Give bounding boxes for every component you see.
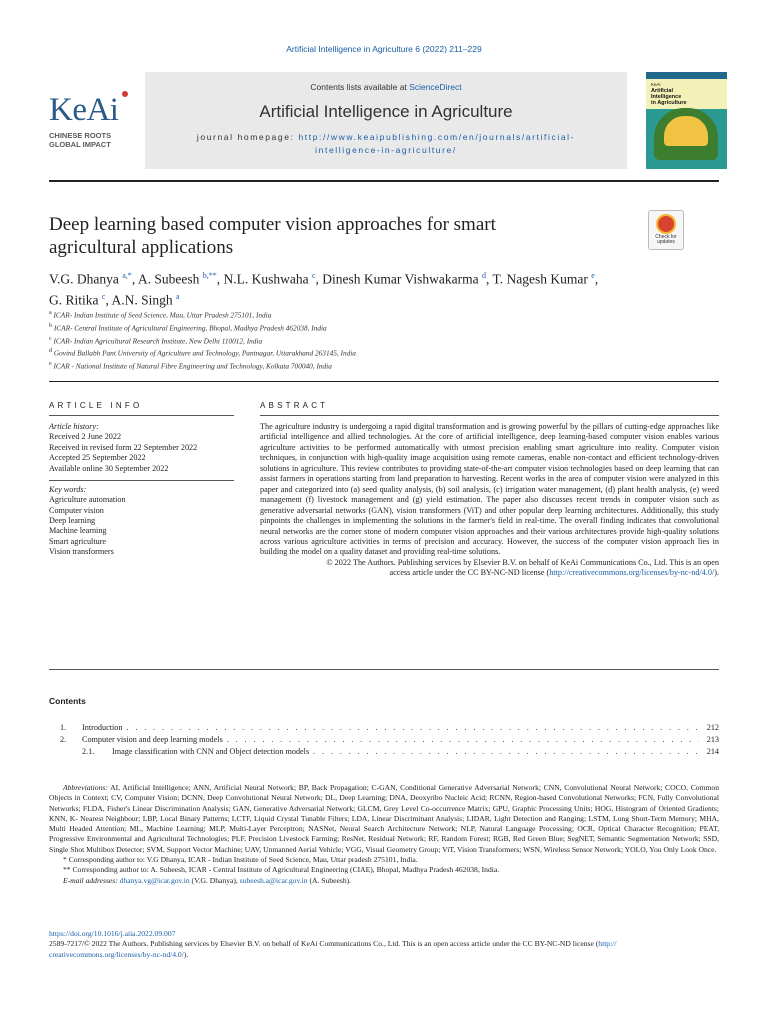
check-for-updates-button[interactable] xyxy=(648,210,684,250)
journal-citation[interactable]: Artificial Intelligence in Agriculture 6 (2022) 211–229 xyxy=(286,44,482,54)
author-name[interactable]: G. Ritika xyxy=(49,292,99,307)
author-affiliation-mark[interactable]: a xyxy=(175,291,180,301)
footnotes xyxy=(49,783,719,886)
author-name[interactable]: N.L. Kushwaha xyxy=(223,271,309,287)
abbreviations-footnote: Abbreviations: AI, Artificial Intelligence; ANN, Artificial Neural Network; BP, Back Propagation; C-GAN, Conditional Generative Adversarial Network; CNN, Convolutional Neural Network; COCO, Common Objects in Context; CV, Computer Vision; DCNN, Deep Convolutional Neural Network; DL, Deep Learning; DNA, Deoxyribo Nucleic Acid; RCNN, Region-based Convolutional Networks; FCN, Fully Convolutional Networks; FLDA, Fisher's Linear Discrimination Analysis; GAN, Generative Adversarial Network; GLCM, Grey Level Co-occurrence Matrix; GPU, Graphic Processing Units; HOG, Histogram of Oriented Gradients; KNN, K- Nearest Neighbour; LBP, Local Binary Patterns; LCTF, Liquid Crystal Tunable Filters; LDA, Linear Discriminant Analysis; LIDAR, Light Detection and Ranging; LSTM, Long Short-Term Memory; MHA, Multi Headed Attention; ML, Machine Learning; MLP, Multi-Layer Perceptron; NASNet, Neural Search Architecture Network; NLP, Natural Language Processing; OCR, Optical Character Recognition; PEAT, Progressive Environmental and Agricultural Technologies; PLF, Precision Livestock Farming; ResNet, Residual Network; RF, Random Forest; RGB, Red Green Blue; SegNET, Semantic Segmentation Network; SSD, Single Shot Multibox Detector; SVM, Support Vector Machine; UAV, Unmanned Aerial Vehicle; VGG, Visual Geometry Group; ViT, Vision Transformers; WSN, Wireless Sensor Network; YOLO, You Only Look Once. xyxy=(49,783,719,854)
author-affiliation-mark[interactable]: d xyxy=(482,271,487,280)
table-of-contents xyxy=(60,722,719,758)
license-link-cont[interactable]: creativecommons.org/licenses/by-nc-nd/4.0/ xyxy=(49,949,184,959)
keai-logo[interactable] xyxy=(49,94,139,149)
keyword: Machine learning xyxy=(49,526,107,536)
author-name[interactable]: A.N. Singh xyxy=(111,292,173,307)
corresponding-author-2: ** Corresponding author to: A. Subeesh, ICAR - Central Institute of Agricultural Engineering (CIAE), Bhopal, Madhya Pradesh 462038, India. xyxy=(63,865,500,875)
sciencedirect-link[interactable]: ScienceDirect xyxy=(409,82,462,92)
homepage-link-cont[interactable]: intelligence-in-agriculture/ xyxy=(315,145,457,155)
abstract-heading: ABSTRACT xyxy=(260,401,329,410)
email-link[interactable]: subeesh.a@icar.gov.in xyxy=(239,875,308,885)
toc-entry[interactable]: 2.1. Image classification with CNN and Object detection models . . . 214 xyxy=(60,746,719,758)
author-name[interactable]: Dinesh Kumar Vishwakarma xyxy=(322,271,479,287)
check-updates-label: Check for updates xyxy=(655,234,677,245)
author-name[interactable]: T. Nagesh Kumar xyxy=(492,271,588,287)
publisher-tagline: CHINESE ROOTS GLOBAL IMPACT xyxy=(49,131,112,149)
affiliation-item: $^e$ ICAR - National Institute of Natural Fibre Engineering and Technology, Kolkata 700040, India xyxy=(49,361,332,371)
journal-header xyxy=(49,72,727,169)
check-updates-icon xyxy=(656,214,676,234)
abstract-body: The agriculture industry is undergoing a rapid digital transformation and is growing powerful by the pillars of cutting-edge approaches like artificial intelligence and allied technologies. At the core of artificial intelligence, deep learning-based computer vision enables various agriculture activities to be performed automatically with utmost precision enabling smart agriculture into reality. Computer vision techniques, in conjunction with high-quality image acquisition using remote cameras, enable non-contact and efficient technology-driven solutions in agriculture. This review contributes to providing state-of-the-art computer vision technologies based on deep learning that can assist farmers in operations starting from land preparation to harvesting. Recent works in the area of computer vision were analyzed in this paper and categorized into (a) seed quality analysis, (b) soil analysis, (c) irrigation water management, (d) plant health analysis, (e) weed management (f) livestock management and (g) yield estimation. The paper also discusses recent trends in computer vision such as generative adversarial networks (GAN), vision transformers (ViT) and other popular deep learning architectures. Additionally, this study pinpoints the challenges in implementing the solutions in the farmer's field in real-time. The overall finding indicates that convolutional neural networks are the corner stone of modern computer vision approaches and their various architectures provide high-quality solutions across various agriculture activities in terms of precision and accuracy. However, the success of the computer vision approach lies in building the model on a quality dataset and providing real-time solutions. © 2022 The Authors. Publishing services by Elsevier B.V. on behalf of KeAi Communications Co., Ltd. This is an open access article under the CC BY-NC-ND license (http://creativecommons.org/licenses/by-nc-nd/4.0/). xyxy=(260,422,719,578)
author-affiliation-mark[interactable]: a,* xyxy=(122,271,132,280)
author-name[interactable]: A. Subeesh xyxy=(137,271,200,287)
journal-cover-image[interactable] xyxy=(646,72,727,169)
author-affiliation-mark[interactable]: c xyxy=(101,291,106,301)
keyword: Deep learning xyxy=(49,516,96,526)
journal-title: Artificial Intelligence in Agriculture xyxy=(259,102,513,121)
keyword: Smart agriculture xyxy=(49,536,107,546)
cover-title: KeAi Artificial Intelligence in Agriculture xyxy=(646,79,727,109)
author-name[interactable]: V.G. Dhanya xyxy=(49,271,119,287)
license-statement: 2589-7217/© 2022 The Authors. Publishing services by Elsevier B.V. on behalf of KeAi Communications Co., Ltd. This is an open access article under the CC BY-NC-ND license (http:// creativecommons.org/licenses/by-nc-nd/4.0/). xyxy=(49,939,617,959)
contents-available-line: Contents lists available at ScienceDirect xyxy=(310,82,462,92)
doi-link[interactable]: https://doi.org/10.1016/j.aiia.2022.09.007 xyxy=(49,929,176,938)
header-divider xyxy=(49,180,719,182)
corresponding-author-1: * Corresponding author to: V.G Dhanya, ICAR - Indian Institute of Seed Science, Mau, Uttar pradesh 275101, India. xyxy=(63,855,418,865)
license-link[interactable]: http://creativecommons.org/licenses/by-nc-nd/4.0/ xyxy=(549,568,715,578)
page-bottom xyxy=(49,929,719,960)
keai-logo-dot-icon xyxy=(122,91,128,97)
info-divider xyxy=(49,381,719,382)
toc-entry[interactable]: 2. Computer vision and deep learning models . . . 213 xyxy=(60,734,719,746)
affiliation-item: $^a$ ICAR- Indian Institute of Seed Science, Mau, Uttar Pradesh 275101, India xyxy=(49,310,272,320)
abstract-copyright: © 2022 The Authors. Publishing services by Elsevier B.V. on behalf of KeAi Communications Co., Ltd. This is an open access article under the CC BY-NC-ND license (http://creativecommons.org/licenses/by-nc-nd/4.0/). xyxy=(326,557,719,578)
keyword: Computer vision xyxy=(49,505,104,515)
article-history: Article history: Received 2 June 2022 Received in revised form 22 September 2022 Accepted 25 September 2022 Available online 30 September 2022 Key words: Agriculture automation Computer vision Deep learning Machine learning Smart agriculture Vision transformers xyxy=(49,422,229,558)
affiliation-list xyxy=(49,308,729,372)
author-affiliation-mark[interactable]: b,** xyxy=(202,271,217,280)
email-addresses: E-mail addresses: dhanya.vg@icar.gov.in (V.G. Dhanya), subeesh.a@icar.gov.in (A. Subeesh). xyxy=(63,875,352,885)
keai-logo-text: KeAi xyxy=(49,92,119,128)
homepage-link[interactable]: http://www.keaipublishing.com/en/journals/artificial- xyxy=(298,132,576,142)
article-info-rule xyxy=(49,415,234,416)
keyword: Vision transformers xyxy=(49,547,114,557)
keywords-label: Key words: xyxy=(49,484,87,494)
author-list: V.G. Dhanya $^{a,*}$, A. Subeesh $^{b,**}$, N.L. Kushwaha $^c$, Dinesh Kumar Vishwakarma $^d$, T. Nagesh Kumar $^e$, G. Ritika $^c$, A.N. Singh $^a$ xyxy=(49,271,599,307)
article-title: Deep learning based computer vision approaches for smart agricultural applications xyxy=(49,214,496,258)
keyword: Agriculture automation xyxy=(49,495,126,505)
abstract-bottom-rule xyxy=(49,669,719,670)
email-link[interactable]: dhanya.vg@icar.gov.in xyxy=(119,875,190,885)
license-link[interactable]: http:// xyxy=(598,939,617,949)
author-affiliation-mark[interactable]: c xyxy=(311,271,316,280)
affiliation-item: $^d$ Govind Ballabh Pant University of Agriculture and Technology, Pantnagar, Uttarakhand 263145, India xyxy=(49,348,356,358)
cover-artwork-inner xyxy=(664,116,708,146)
affiliation-item: $^c$ ICAR- Indian Agricultural Research Institute, New Delhi 110012, India xyxy=(49,335,263,346)
contents-heading: Contents xyxy=(49,696,86,706)
affiliation-item: $^b$ ICAR- Central Institute of Agricultural Engineering, Bhopal, Madhya Pradesh 462038, India xyxy=(49,322,327,333)
journal-banner xyxy=(145,72,627,169)
article-info-heading: ARTICLE INFO xyxy=(49,401,143,410)
toc-entry[interactable]: 1. Introduction . . . 212 xyxy=(60,722,719,734)
abstract-rule xyxy=(260,415,719,416)
author-affiliation-mark[interactable]: e xyxy=(591,271,595,280)
journal-homepage: journal homepage: http://www.keaipublishing.com/en/journals/artificial- intelligence-in-agriculture/ xyxy=(196,132,576,155)
